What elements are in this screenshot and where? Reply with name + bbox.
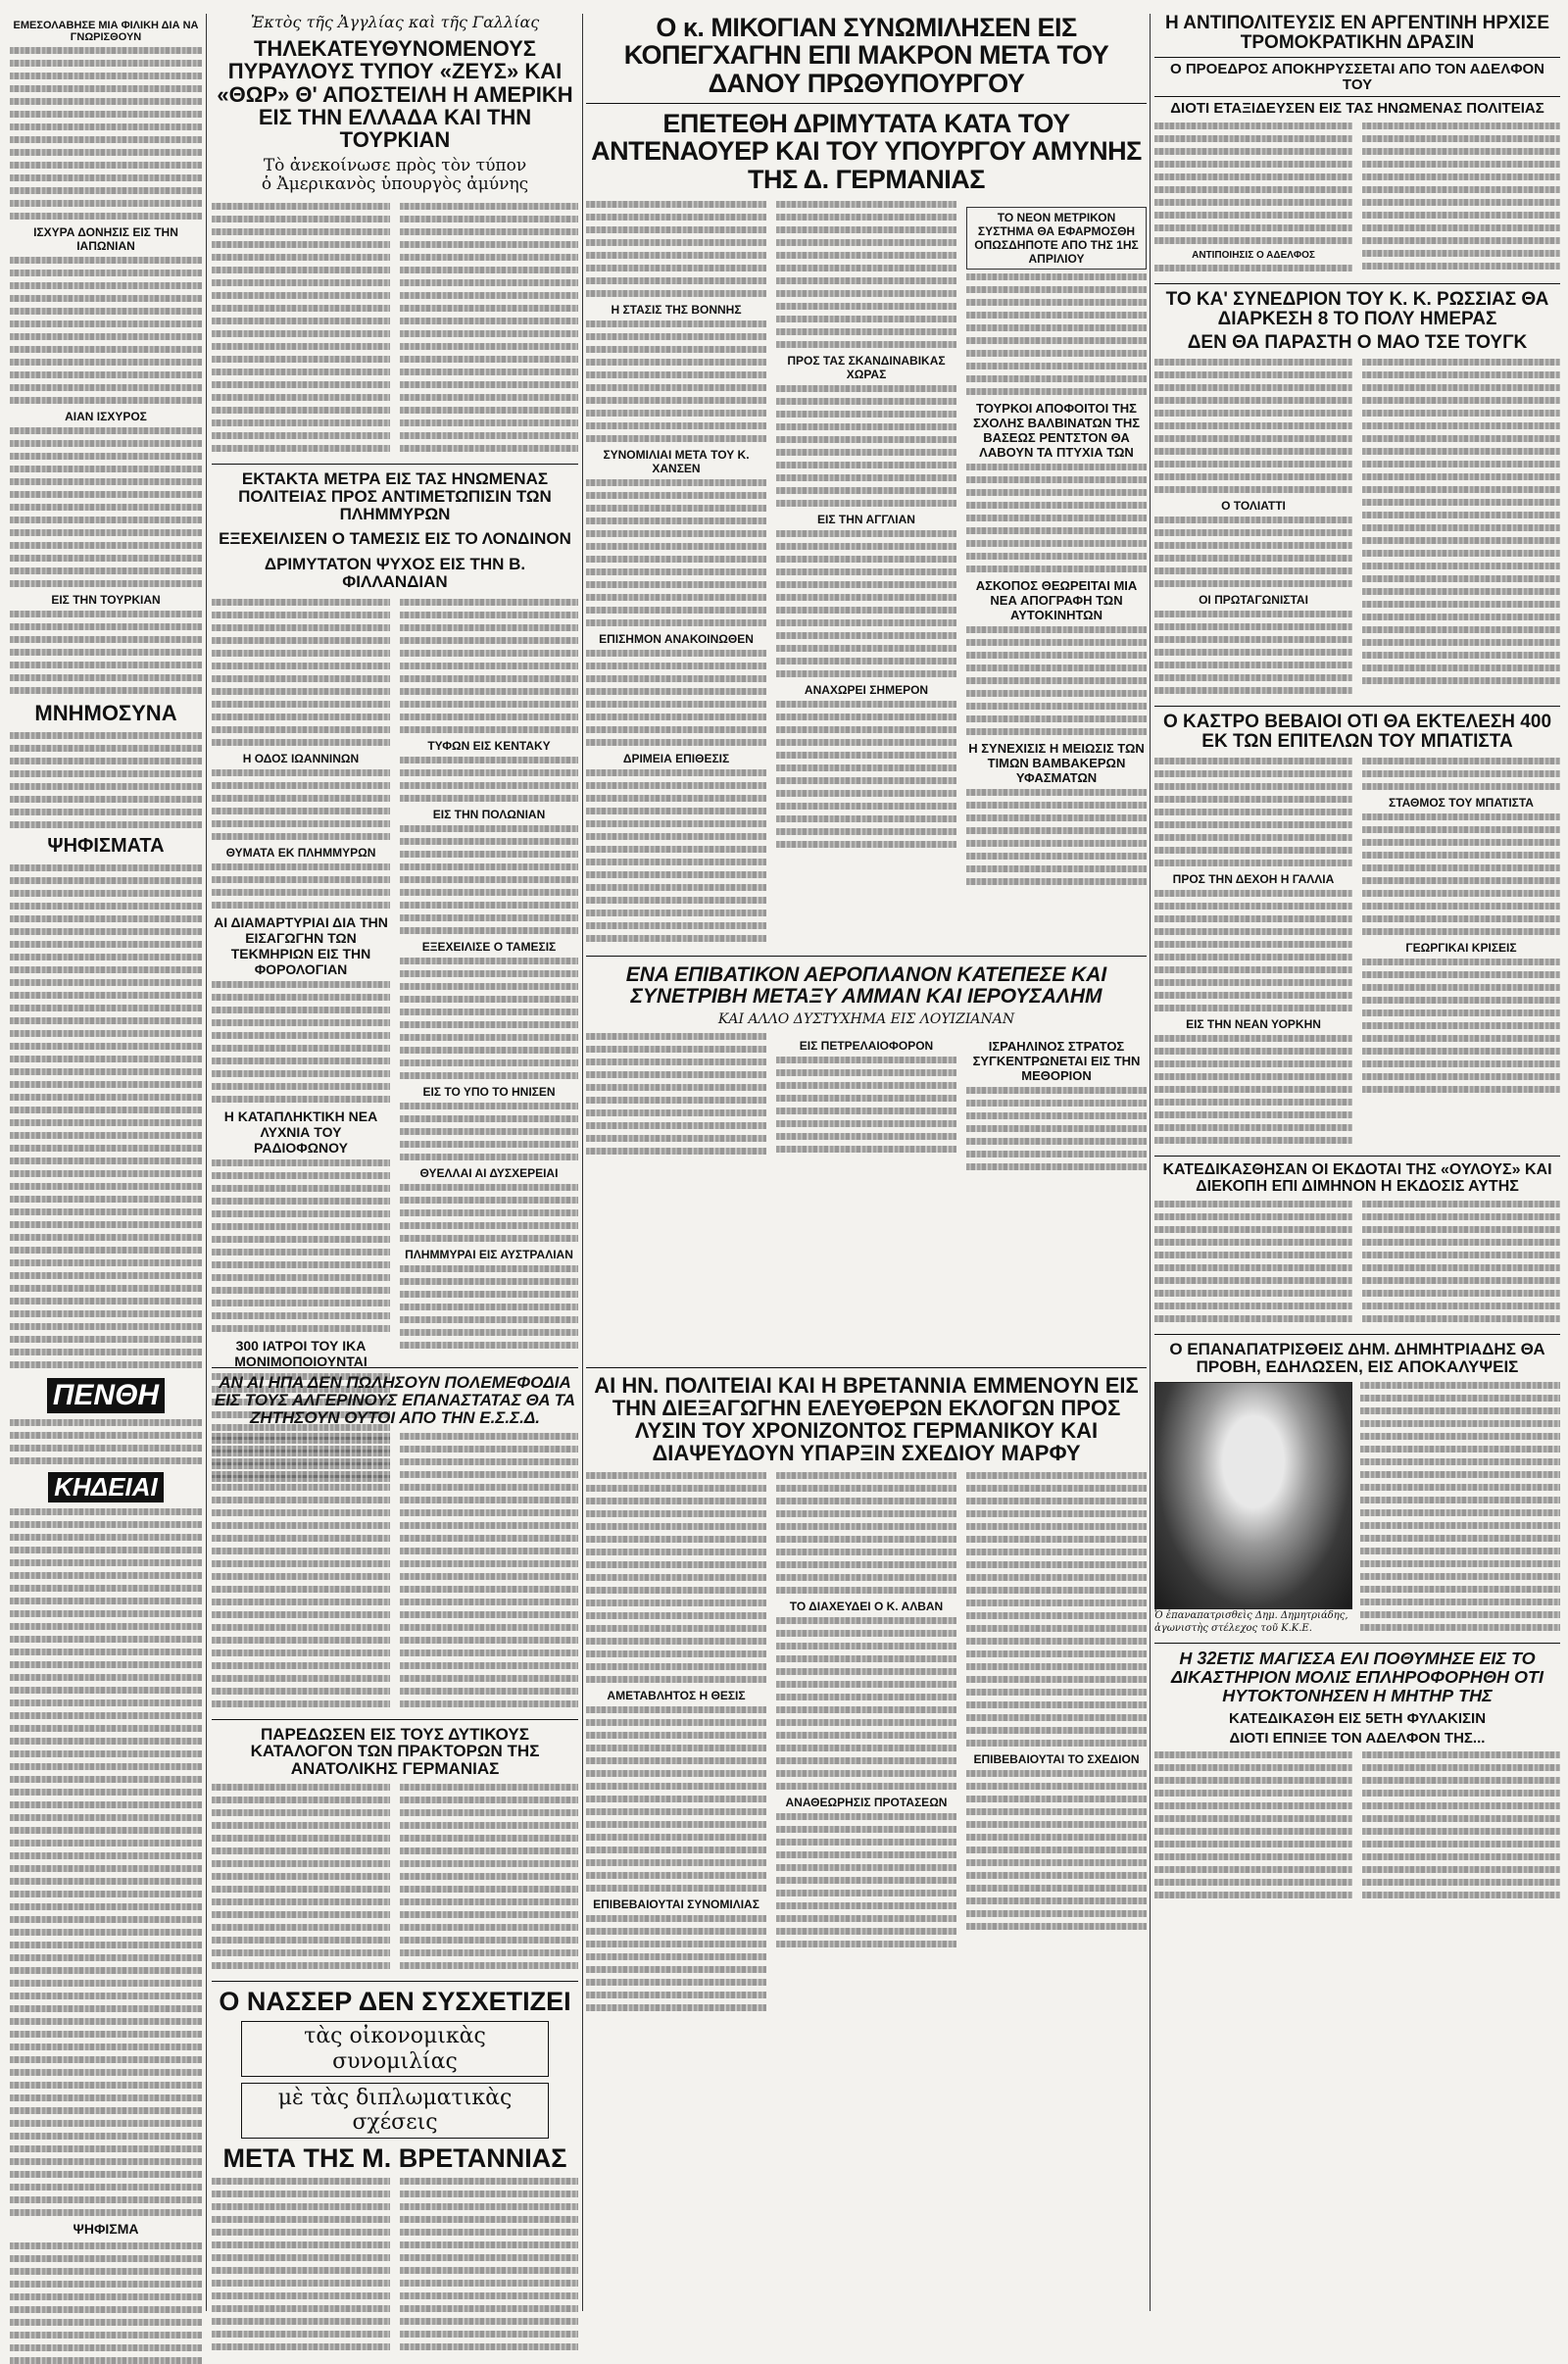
main-headline-missiles: ΤΗΛΕΚΑΤΕΥΘΥΝΟΜΕΝΟΥΣ ΠΥΡΑΥΛΟΥΣ ΤΥΠΟΥ «ΖΕΥΣ» ΚΑΙ «ΘΩΡ» Θ' ΑΠΟΣΤΕΙΛΗ Η ΑΜΕΡΙΚΗ ΕΙΣ ΤΗΝ ΕΛΛΑΔΑ ΚΑΙ ΤΗΝ ΤΟΥΡΚΙΑΝ [217,36,573,152]
headline-adenauer: ΕΠΕΤΕΘΗ ΔΡΙΜΥΤΑΤΑ ΚΑΤΑ ΤΟΥ ΑΝΤΕΝΑΟΥΕΡ ΚΑΙ ΤΟΥ ΥΠΟΥΡΓΟΥ ΑΜΥΝΗΣ ΤΗΣ Δ. ΓΕΡΜΑΝΙΑΣ [591,109,1142,194]
column-rule [206,14,207,2311]
article-body [1154,1751,1352,1904]
article-body [776,1472,956,1594]
article-body [1360,1382,1560,1637]
headline-kk: ΔΕΝ ΘΑ ΠΑΡΑΣΤΗ Ο ΜΑΟ ΤΣΕ ΤΟΥΓΚ [1187,332,1528,353]
photo-caption: Ὁ ἐπαναπατρισθεὶς Δημ. Δημητριάδης, ἀγωνιστὴς στέλεχος τοῦ Κ.Κ.Ε. [1154,1610,1348,1635]
article-body [1362,959,1560,1093]
main-headline-mikoyan: Ο κ. ΜΙΚΟΓΙΑΝ ΣΥΝΩΜΙΛΗΣΕΝ ΕΙΣ ΚΟΠΕΓΧΑΓΗΝ ΕΠΙ ΜΑΚΡΟΝ ΜΕΤΑ ΤΟΥ ΔΑΝΟΥ ΠΡΩΘΥΠΟΥΡΓΟΥ [623,13,1109,98]
article-headline: Η ΟΔΟΣ ΙΩΑΝΝΙΝΩΝ [242,752,360,766]
article-body [776,201,956,348]
article-body [776,701,956,848]
column-middle-bottom [586,1367,1147,2308]
article-body [10,1508,202,2216]
article-body [1154,359,1352,493]
article-body [1362,123,1560,277]
section-title: ΜΝΗΜΟΣΥΝΑ [34,701,177,725]
article-body [400,1184,578,1242]
article-headline: ΑΙΑΝ ΙΣΧΥΡΟΣ [65,410,147,423]
article-headline: 300 ΙΑΤΡΟΙ ΤΟΥ ΙΚΑ ΜΟΝΙΜΟΠΟΙΟΥΝΤΑΙ [234,1338,368,1370]
section-title: ΨΗΦΙΣΜΑ [73,2220,139,2237]
article-body [212,863,390,909]
headline-elections: ΑΙ ΗΝ. ΠΟΛΙΤΕΙΑΙ ΚΑΙ Η ΒΡΕΤΑΝΝΙΑ ΕΜΜΕΝΟΥΝ ΕΙΣ ΤΗΝ ΔΙΕΞΑΓΩΓΗΝ ΕΛΕΥΘΕΡΩΝ ΕΚΛΟΓΩΝ ΠΡΟΣ ΛΥΣΙΝ ΤΟΥ ΧΡΟΝΙΖΟΝΤΟΣ ΓΕΡΜΑΝΙΚΟΥ ΚΑΙ ΔΙΑΨΕΥΔΟΥΝ ΥΠΑΡΞΙΝ ΣΧΕΔΙΟΥ ΜΑΡΦΥ [594,1373,1139,1466]
article-body [966,1770,1147,1930]
headline-court: Η 32ΕΤΙΣ ΜΑΓΙΣΣΑ ΕΛΙ ΠΟΘΥΜΗΣΕ ΕΙΣ ΤΟ ΔΙΚΑΣΤΗΡΙΟΝ ΜΟΛΙΣ ΕΠΛΗΡΟΦΟΡΗΘΗ ΟΤΙ ΗΥΤΟΚΤΟΝΗΣΕΝ Η ΜΗΤΗΡ ΤΗΣ [1170,1649,1544,1705]
article-body [400,1265,578,1349]
article-headline: ΤΟ ΝΕΟΝ ΜΕΤΡΙΚΟΝ ΣΥΣΤΗΜΑ ΘΑ ΕΦΑΡΜΟΣΘΗ ΟΠΩΣΔΗΠΟΤΕ ΑΠΟ ΤΗΣ 1ΗΣ ΑΠΡΙΛΙΟΥ [966,207,1147,270]
kideiai-banner: ΚΗΔΕΙΑΙ [48,1472,164,1502]
article-headline: ΙΣΡΑΗΛΙΝΟΣ ΣΤΡΑΤΟΣ ΣΥΓΚΕΝΤΡΩΝΕΤΑΙ ΕΙΣ ΤΗΝ ΜΕΘΟΡΙΟΝ [972,1039,1141,1084]
subhead-argentina: ΔΙΟΤΙ ΕΤΑΞΙΔΕΥΣΕΝ ΕΙΣ ΤΑΣ ΗΝΩΜΕΝΑΣ ΠΟΛΙΤΕΙΑΣ [1170,100,1544,118]
article-headline: ΔΡΙΜΕΙΑ ΕΠΙΘΕΣΙΣ [622,752,730,766]
article-headline: ΕΞΕΧΕΙΛΙΣΕΝ Ο ΤΑΜΕΣΙΣ ΕΙΣ ΤΟ ΛΟΝΔΙΝΟΝ [219,529,571,549]
article-headline: ΠΡΟΣ ΤΗΝ ΔΕΧΟΗ Η ΓΑΛΛΙΑ [1172,871,1335,886]
article-headline: ΘΥΜΑΤΑ ΕΚ ΠΛΗΜΜΥΡΩΝ [225,846,376,861]
article-headline: ΤΟΥΡΚΟΙ ΑΠΟΦΟΙΤΟΙ ΤΗΣ ΣΧΟΛΗΣ ΒΑΛΒΙΝΑΤΩΝ ΤΗΣ ΒΑΣΕΩΣ ΡΕΝΤΣΤΟΝ ΘΑ ΛΑΒΟΥΝ ΤΑ ΠΤΥΧΙΑ ΤΩΝ [972,401,1141,461]
article-body [400,599,578,733]
kicker: Ἐκτὸς τῆς Ἀγγλίας καὶ τῆς Γαλλίας [250,13,540,31]
article-headline: Η ΣΤΑΣΙΣ ΤΗΣ ΒΟΝΝΗΣ [611,303,742,318]
article-body [586,201,766,297]
article-body [586,769,766,942]
article-body [400,757,578,802]
article-body [10,257,202,404]
article-headline: ΘΥΕΛΛΑΙ ΑΙ ΔΥΣΧΕΡΕΙΑΙ [419,1166,559,1181]
article-headline: ΕΠΙΒΕΒΑΙΟΥΤΑΙ ΣΥΝΟΜΙΛΙΑΣ [593,1897,760,1912]
article-body [776,1057,956,1153]
article-headline: Η ΣΥΝΕΧΙΣΙΣ Η ΜΕΙΩΣΙΣ ΤΩΝ ΤΙΜΩΝ ΒΑΜΒΑΚΕΡΩΝ ΥΦΑΣΜΑΤΩΝ [968,741,1145,786]
article-headline: ΤΟ ΔΙΑΧΕΥΔΕΙ Ο Κ. ΑΛΒΑΝ [789,1600,944,1614]
article-headline: ΕΙΣ ΤΗΝ ΠΟΛΩΝΙΑΝ [432,808,546,822]
article-headline: ΑΜΕΤΑΒΛΗΤΟΣ Η ΘΕΣΙΣ [607,1689,746,1703]
subhead: ΚΑΙ ΑΛΛΟ ΔΥΣΤΥΧΗΜΑ ΕΙΣ ΛΟΥΙΖΙΑΝΑΝ [717,1011,1015,1028]
article-body [1154,265,1352,271]
headline-algeria: ΑΝ ΑΙ ΗΠΑ ΔΕΝ ΠΩΛΗΣΟΥΝ ΠΟΛΕΜΕΦΟΔΙΑ ΕΙΣ ΤΟΥΣ ΑΛΓΕΡΙΝΟΥΣ ΕΠΑΝΑΣΤΑΤΑΣ ΘΑ ΤΑ ΖΗΤΗΣΟΥΝ ΟΥΤΟΙ ΑΠΟ ΤΗΝ Ε.Σ.Σ.Δ. [214,1373,576,1427]
article-headline: ΕΚΤΑΚΤΑ ΜΕΤΡΑ ΕΙΣ ΤΑΣ ΗΝΩΜΕΝΑΣ ΠΟΛΙΤΕΙΑΣ ΠΡΟΣ ΑΝΤΙΜΕΤΩΠΙΣΙΝ ΤΩΝ ΠΛΗΜΜΥΡΩΝ [238,468,552,523]
article-body [400,1784,578,1975]
article-body [966,273,1147,395]
nasser-deck: μὲ τὰς διπλωματικὰς σχέσεις [241,2083,549,2139]
portrait-photo [1154,1382,1352,1609]
article-body [212,1784,390,1975]
headline-nasser: Ο ΝΑΣΣΕΡ ΔΕΝ ΣΥΣΧΕΤΙΖΕΙ [219,1987,571,2017]
subhead: Τὸ ἀνεκοίνωσε πρὸς τὸν τύπον [263,155,527,175]
article-body [966,1472,1147,1747]
article-body [1154,123,1352,244]
article-body [10,1419,202,1464]
article-headline: ΑΣΚΟΠΟΣ ΘΕΩΡΕΙΤΑΙ ΜΙΑ ΝΕΑ ΑΠΟΓΡΑΦΗ ΤΩΝ ΑΥΤΟΚΙΝΗΤΩΝ [975,578,1138,623]
article-headline: ΑΝΤΙΠΟΙΗΣΙΣ Ο ΑΔΕΛΦΟΣ [1192,250,1315,262]
headline-nasser: ΜΕΤΑ ΤΗΣ Μ. ΒΡΕΤΑΝΝΙΑΣ [222,2142,567,2173]
article-body [10,611,202,694]
article-headline: ΕΞΕΧΕΙΛΙΣΕ Ο ΤΑΜΕΣΙΣ [421,940,557,955]
article-headline: Ο ΤΟΛΙΑΤΤΙ [1221,498,1286,513]
article-body [586,1915,766,2011]
article-headline: ΔΡΙΜΥΤΑΤΟΝ ΨΥΧΟΣ ΕΙΣ ΤΗΝ Β. ΦΙΛΛΑΝΔΙΑΝ [264,555,526,592]
column-middle-top [586,14,1147,1229]
article-body [10,47,202,220]
article-body [776,1813,956,1947]
article-body [212,769,390,840]
article-headline: ΑΙ ΔΙΑΜΑΡΤΥΡΙΑΙ ΔΙΑ ΤΗΝ ΕΙΣΑΓΩΓΗΝ ΤΩΝ ΤΕΚΜΗΡΙΩΝ ΕΙΣ ΤΗΝ ΦΟΡΟΛΟΓΙΑΝ [214,914,388,978]
article-body [776,530,956,677]
right-column [1154,14,1560,2307]
article-headline: ΑΝΑΧΩΡΕΙ ΣΗΜΕΡΟΝ [804,683,929,698]
article-headline: ΠΛΗΜΜΥΡΑΙ ΕΙΣ ΑΥΣΤΡΑΛΙΑΝ [405,1248,573,1262]
headline-argentina: Η ΑΝΤΙΠΟΛΙΤΕΥΣΙΣ ΕΝ ΑΡΓΕΝΤΙΝΗ ΗΡΧΙΣΕ ΤΡΟΜΟΚΡΑΤΙΚΗΝ ΔΡΑΣΙΝ [1164,13,1550,53]
article-body [212,2178,390,2356]
headline-dimitriadis: Ο ΕΠΑΝΑΠΑΤΡΙΣΘΕΙΣ ΔΗΜ. ΔΗΜΗΤΡΙΑΔΗΣ ΘΑ ΠΡΟΒΗ, ΕΔΗΛΩΣΕΝ, ΕΙΣ ΑΠΟΚΑΛΥΨΕΙΣ [1169,1340,1545,1377]
article-body [10,427,202,587]
article-body [1154,517,1352,587]
article-headline: ΓΕΩΡΓΙΚΑΙ ΚΡΙΣΕΙΣ [1405,940,1517,955]
headline-catalog: ΠΑΡΕΔΩΣΕΝ ΕΙΣ ΤΟΥΣ ΔΥΤΙΚΟΥΣ ΚΑΤΑΛΟΓΟΝ ΤΩΝ ΠΡΑΚΤΟΡΩΝ ΤΗΣ ΑΝΑΤΟΛΙΚΗΣ ΓΕΡΜΑΝΙΑΣ [250,1724,540,1779]
article-headline: ΤΥΦΩΝ ΕΙΣ ΚΕΝΤΑΚΥ [427,739,551,754]
article-body [1154,1201,1352,1328]
subhead-court: ΚΑΤΕΔΙΚΑΣΘΗ ΕΙΣ 5ΕΤΗ ΦΥΛΑΚΙΣΙΝ [1228,1709,1487,1727]
subhead: ὁ Ἀμερικανὸς ὑπουργὸς ἀμύνης [261,174,529,195]
article-body [212,981,390,1103]
headline-castro: Ο ΚΑΣΤΡΟ ΒΕΒΑΙΟΙ ΟΤΙ ΘΑ ΕΚΤΕΛΕΣΗ 400 ΕΚ ΤΩΝ ΕΠΙΤΕΛΩΝ ΤΟΥ ΜΠΑΤΙΣΤΑ [1162,711,1552,752]
article-headline: ΕΙΣ ΤΟ ΥΠΟ ΤΟ ΗΝΙΣΕΝ [422,1085,556,1100]
article-body [1154,890,1352,1011]
article-headline: Η ΚΑΤΑΠΛΗΚΤΙΚΗ ΝΕΑ ΛΥΧΝΙΑ ΤΟΥ ΡΑΔΙΟΦΩΝΟΥ [223,1108,378,1157]
article-body [966,1087,1147,1170]
article-body [400,2178,578,2356]
article-body [586,320,766,442]
article-body [400,958,578,1079]
headline-kk: ΤΟ ΚΑ' ΣΥΝΕΔΡΙΟΝ ΤΟΥ Κ. Κ. ΡΩΣΣΙΑΣ ΘΑ ΔΙΑΡΚΕΣΗ 8 ΤΟ ΠΟΛΥ ΗΜΕΡΑΣ [1165,289,1549,330]
nasser-deck: τὰς οἰκονομικὰς συνομιλίας [241,2021,549,2077]
article-body [1362,1201,1560,1328]
article-body [1154,758,1352,866]
article-headline: ΕΠΙΣΗΜΟΝ ΑΝΑΚΟΙΝΩΘΕΝ [599,632,754,647]
article-body [1362,758,1560,790]
column-two-top [212,13,578,1370]
headline-ulus: ΚΑΤΕΔΙΚΑΣΘΗΣΑΝ ΟΙ ΕΚΔΟΤΑΙ ΤΗΣ «ΟΥΛΟΥΣ» ΚΑΙ ΔΙΕΚΟΠΗ ΕΠΙ ΔΙΜΗΝΟΝ Η ΕΚΔΟΣΙΣ ΑΥΤΗΣ [1162,1160,1552,1195]
article-body [776,1617,956,1790]
subhead-argentina: Ο ΠΡΟΕΔΡΟΣ ΑΠΟΚΗΡΥΣΣΕΤΑΙ ΑΠΟ ΤΟΝ ΑΔΕΛΦΟΝ ΤΟΥ [1169,60,1545,93]
article-body [400,825,578,934]
article-body [1362,813,1560,935]
article-body [212,599,390,746]
subhead-court: ΔΙΟΤΙ ΕΠΝΙΞΕ ΤΟΝ ΑΔΕΛΦΟΝ ΤΗΣ... [1229,1729,1486,1747]
article-headline: ΑΝΑΘΕΩΡΗΣΙΣ ΠΡΟΤΑΣΕΩΝ [785,1796,948,1810]
article-body [586,650,766,746]
article-body [776,385,956,507]
article-body [586,1706,766,1892]
article-headline: ΣΥΝΟΜΙΛΙΑΙ ΜΕΤΑ ΤΟΥ Κ. ΧΑΝΣΕΝ [603,448,750,476]
article-headline: ΕΠΙΒΕΒΑΙΟΥΤΑΙ ΤΟ ΣΧΕΔΙΟΝ [973,1752,1140,1767]
article-body [10,2242,202,2364]
column-rule [1150,14,1151,2311]
article-body [586,1472,766,1683]
article-headline: ΕΙΣ ΠΕΤΡΕΛΑΙΟΦΟΡΟΝ [799,1039,934,1054]
article-headline: ΕΙΣ ΤΗΝ ΑΓΓΛΙΑΝ [817,513,915,527]
article-body [212,1433,390,1713]
article-body [10,864,202,1368]
section-title: ΨΗΦΙΣΜΑΤΑ [47,835,165,858]
article-body [586,479,766,626]
article-headline: ΕΙΣ ΤΗΝ ΝΕΑΝ ΥΟΡΚΗΝ [1186,1016,1321,1031]
article-body [212,203,578,458]
article-body [1362,1751,1560,1904]
article-body [400,1103,578,1160]
article-body [400,1433,578,1713]
article-body [586,1033,766,1155]
left-column [10,14,202,2307]
article-body [966,626,1147,735]
article-headline: ΙΣΧΥΡΑ ΔΟΝΗΣΙΣ ΕΙΣ ΤΗΝ ΙΑΠΩΝΙΑΝ [33,225,178,253]
article-body [1362,359,1560,700]
penthi-banner: ΠΕΝΘΗ [47,1378,165,1413]
article-body [212,1159,390,1332]
article-headline: ΕΙΣ ΤΗΝ ΤΟΥΡΚΙΑΝ [51,593,161,607]
article-body [966,464,1147,572]
article-body [966,789,1147,885]
article-headline: ΟΙ ΠΡΩΤΑΓΩΝΙΣΤΑΙ [1199,592,1308,607]
article-headline: ΠΡΟΣ ΤΑΣ ΣΚΑΝΔΙΝΑΒΙΚΑΣ ΧΩΡΑΣ [787,354,946,382]
headline-plane-crash: ΕΝΑ ΕΠΙΒΑΤΙΚΟΝ ΑΕΡΟΠΛΑΝΟΝ ΚΑΤΕΠΕΣΕ ΚΑΙ ΣΥΝΕΤΡΙΒΗ ΜΕΤΑΞΥ ΑΜΜΑΝ ΚΑΙ ΙΕΡΟΥΣΑΛΗΜ [625,963,1107,1009]
article-headline: ΣΤΑΘΜΟΣ ΤΟΥ ΜΠΑΤΙΣΤΑ [1389,795,1534,810]
article-body [1154,1035,1352,1144]
article-body [1154,611,1352,694]
article-body [10,732,202,828]
column-rule [582,14,583,2311]
column-two-bottom [212,1367,578,2308]
article-headline: ΕΜΕΣΟΛΑΒΗΣΕ ΜΙΑ ΦΙΛΙΚΗ ΔΙΑ ΝΑ ΓΝΩΡΙΣΘΟΥΝ [13,20,199,43]
